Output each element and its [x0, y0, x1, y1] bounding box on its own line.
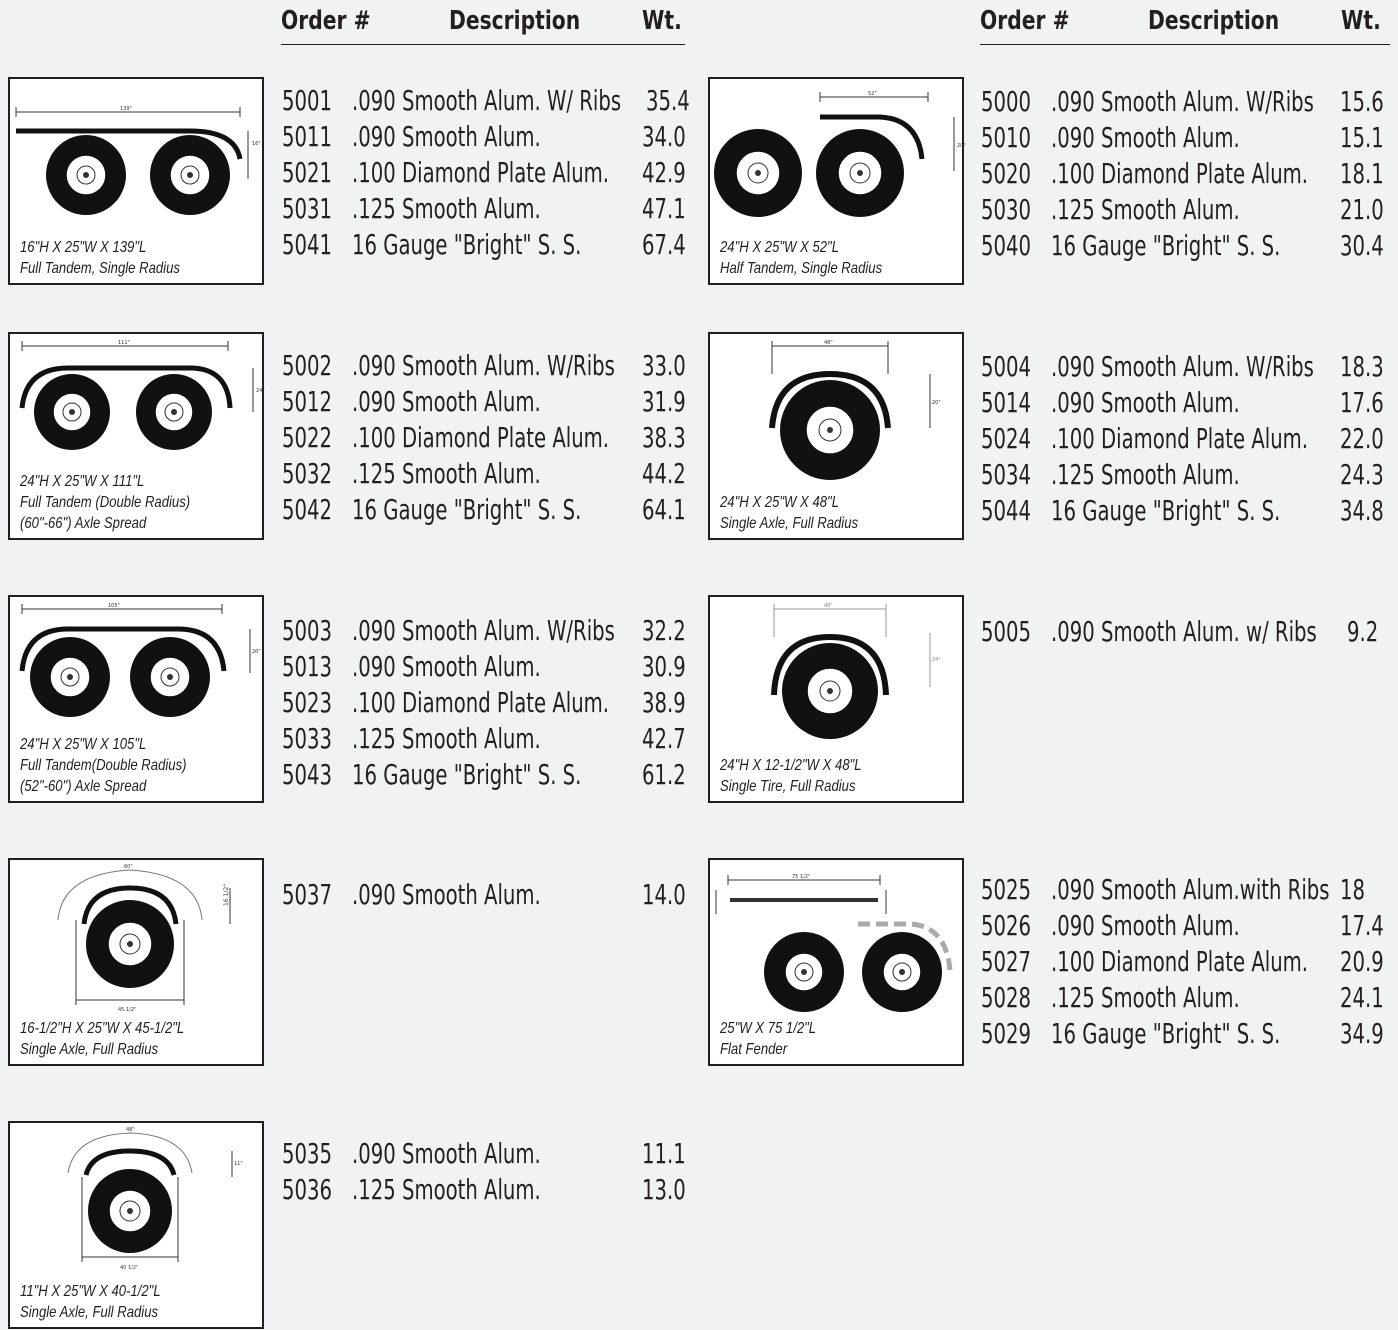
dimension-label: 111" [118, 340, 130, 346]
product-row [282, 685, 692, 721]
product-row [282, 721, 692, 757]
product-row [282, 649, 692, 685]
caption-line: Single Axle, Full Radius [20, 1304, 159, 1321]
product-description: 16 Gauge "Bright" S. S. [1051, 494, 1281, 527]
product-row [282, 492, 692, 528]
order-number: 5036 [282, 1173, 332, 1206]
product-weight: 67.4 [642, 228, 686, 261]
order-number: 5020 [981, 157, 1031, 190]
wheel-icon [764, 932, 844, 1012]
order-number: 5044 [981, 494, 1031, 527]
product-weight: 24.1 [1340, 981, 1384, 1014]
dimension-label: 16 1/2" [223, 884, 230, 906]
product-description: .090 Smooth Alum. W/Ribs [1051, 350, 1314, 383]
product-weight: 15.1 [1340, 121, 1384, 154]
dimension-label: 52" [868, 91, 877, 97]
product-description: .125 Smooth Alum. [352, 722, 541, 755]
order-number: 5026 [981, 909, 1031, 942]
product-weight: 24.3 [1340, 458, 1384, 491]
product-weight: 11.1 [642, 1137, 686, 1170]
wheel-icon [130, 637, 210, 717]
product-weight: 33.0 [642, 349, 686, 382]
caption-line: 24"H X 25"W X 52"L [720, 239, 839, 256]
order-number: 5025 [981, 873, 1031, 906]
product-row [282, 384, 692, 420]
dimension-label: 48" [824, 340, 833, 346]
product-row [981, 493, 1391, 529]
wheel-icon [150, 135, 230, 215]
fender-diagram-card [708, 77, 964, 285]
caption-line: 24"H X 25"W X 48"L [720, 494, 839, 511]
product-row [282, 757, 692, 793]
caption-line: 11"H X 25"W X 40-1/2"L [20, 1283, 161, 1300]
right-table-header [980, 2, 1390, 45]
product-description: .090 Smooth Alum. W/Ribs [352, 614, 615, 647]
order-number: 5040 [981, 229, 1031, 262]
caption-line: Single Tire, Full Radius [720, 778, 856, 795]
caption-line: 24"H X 25"W X 111"L [20, 473, 145, 490]
product-row [981, 120, 1391, 156]
fender-caption [20, 1281, 161, 1323]
product-description: .125 Smooth Alum. [1051, 981, 1240, 1014]
fender-caption [20, 471, 190, 534]
order-number: 5042 [282, 493, 332, 526]
caption-line: Full Tandem (Double Radius) [20, 494, 191, 511]
order-number: 5041 [282, 228, 332, 261]
order-number: 5021 [282, 156, 332, 189]
product-weight: 61.2 [642, 758, 686, 791]
product-description: 16 Gauge "Bright" S. S. [352, 493, 582, 526]
order-number: 5010 [981, 121, 1031, 154]
product-weight: 34.8 [1340, 494, 1384, 527]
product-row [981, 980, 1391, 1016]
order-number: 5027 [981, 945, 1031, 978]
product-weight: 34.9 [1340, 1017, 1384, 1050]
product-description: .125 Smooth Alum. [1051, 193, 1240, 226]
fender-caption [720, 492, 858, 534]
caption-line: 16"H X 25"W X 139"L [20, 239, 147, 256]
product-weight: 42.7 [642, 722, 686, 755]
order-number: 5031 [282, 192, 332, 225]
product-row [981, 908, 1391, 944]
caption-line: Single Axle, Full Radius [20, 1041, 159, 1058]
product-row [981, 872, 1391, 908]
order-number: 5004 [981, 350, 1031, 383]
fender-diagram-card [708, 332, 964, 540]
product-description: .090 Smooth Alum. w/ Ribs [1051, 615, 1317, 648]
wheel-icon [780, 380, 880, 480]
caption-line: Half Tandem, Single Radius [720, 260, 883, 277]
product-row [282, 227, 692, 263]
header-weight: Wt. [642, 6, 682, 36]
order-number: 5033 [282, 722, 332, 755]
product-weight: 21.0 [1340, 193, 1384, 226]
order-number: 5035 [282, 1137, 332, 1170]
product-description: .090 Smooth Alum. [352, 385, 541, 418]
caption-line: Full Tandem, Single Radius [20, 260, 180, 277]
product-weight: 47.1 [642, 192, 686, 225]
caption-line: 25"W X 75 1/2"L [720, 1020, 817, 1037]
product-row [981, 944, 1391, 980]
fender-caption [20, 237, 180, 279]
header-order: Order # [281, 6, 371, 36]
wheel-icon [714, 129, 802, 217]
product-description: 16 Gauge "Bright" S. S. [352, 228, 582, 261]
fender-diagram-card [8, 1121, 264, 1329]
product-description: .100 Diamond Plate Alum. [352, 156, 610, 189]
product-description: .090 Smooth Alum. [1051, 386, 1240, 419]
product-weight: 38.9 [642, 686, 686, 719]
dimension-label: 48" [824, 603, 833, 609]
product-weight: 17.4 [1340, 909, 1384, 942]
product-row [282, 83, 692, 119]
dimension-label: 20" [932, 400, 941, 406]
product-weight: 31.9 [642, 385, 686, 418]
order-number: 5012 [282, 385, 332, 418]
wheel-icon [86, 900, 174, 988]
caption-line: 24"H X 25"W X 105"L [20, 736, 147, 753]
product-weight: 18.3 [1340, 350, 1384, 383]
product-weight: 20.9 [1340, 945, 1384, 978]
order-number: 5003 [282, 614, 332, 647]
product-weight: 15.6 [1340, 85, 1384, 118]
product-row [282, 877, 692, 913]
order-number: 5002 [282, 349, 332, 382]
order-number: 5013 [282, 650, 332, 683]
product-weight: 64.1 [642, 493, 686, 526]
product-row [282, 348, 692, 384]
product-row [981, 385, 1391, 421]
dimension-label: 75 1/2" [792, 874, 811, 880]
product-row [981, 156, 1391, 192]
header-description: Description [1148, 6, 1280, 36]
order-number: 5024 [981, 422, 1031, 455]
fender-diagram-card [8, 77, 264, 285]
dimension-label: 16" [252, 141, 261, 147]
fender-caption [20, 734, 187, 797]
product-row [981, 192, 1391, 228]
order-number: 5011 [282, 120, 332, 153]
product-row [981, 614, 1391, 650]
fender-caption [720, 1018, 816, 1060]
product-weight: 17.6 [1340, 386, 1384, 419]
caption-line: 16-1/2"H X 25"W X 45-1/2"L [20, 1020, 185, 1037]
order-number: 5023 [282, 686, 332, 719]
product-row [282, 1136, 692, 1172]
product-description: .090 Smooth Alum. [1051, 909, 1240, 942]
order-number: 5000 [981, 85, 1031, 118]
product-row [981, 228, 1391, 264]
product-weight: 18 [1340, 873, 1365, 906]
product-description: .090 Smooth Alum. [352, 650, 541, 683]
product-weight: 18.1 [1340, 157, 1384, 190]
order-number: 5001 [282, 84, 332, 117]
product-row [981, 349, 1391, 385]
wheel-icon [136, 374, 212, 450]
product-description: .090 Smooth Alum. [352, 878, 541, 911]
fender-caption [720, 237, 882, 279]
product-description: .090 Smooth Alum. W/ Ribs [352, 84, 622, 117]
product-row [282, 119, 692, 155]
fender-caption [20, 1018, 184, 1060]
caption-line: Flat Fender [720, 1041, 788, 1058]
product-row [282, 420, 692, 456]
dimension-label: 24" [256, 388, 265, 394]
product-description: .125 Smooth Alum. [352, 457, 541, 490]
wheel-icon [46, 135, 126, 215]
header-description: Description [449, 6, 581, 36]
product-weight: 35.4 [646, 84, 690, 117]
order-number: 5034 [981, 458, 1031, 491]
dimension-label: 45 1/2" [118, 1007, 137, 1013]
product-row [282, 613, 692, 649]
product-weight: 13.0 [642, 1173, 686, 1206]
order-number: 5014 [981, 386, 1031, 419]
product-weight: 30.9 [642, 650, 686, 683]
product-weight: 34.0 [642, 120, 686, 153]
dimension-label: 11" [234, 1161, 243, 1167]
product-description: 16 Gauge "Bright" S. S. [1051, 229, 1281, 262]
product-row [282, 456, 692, 492]
order-number: 5029 [981, 1017, 1031, 1050]
left-table-header [281, 2, 685, 45]
product-weight: 32.2 [642, 614, 686, 647]
product-weight: 14.0 [642, 878, 686, 911]
wheel-icon [34, 374, 110, 450]
product-description: .125 Smooth Alum. [352, 192, 541, 225]
product-description: .100 Diamond Plate Alum. [1051, 422, 1309, 455]
dimension-label: 105" [108, 603, 120, 609]
product-description: 16 Gauge "Bright" S. S. [352, 758, 582, 791]
wheel-icon [862, 932, 942, 1012]
dimension-label: 20" [957, 143, 966, 149]
product-description: .090 Smooth Alum. [1051, 121, 1240, 154]
order-number: 5032 [282, 457, 332, 490]
product-description: .100 Diamond Plate Alum. [1051, 157, 1309, 190]
caption-line: (52"-60") Axle Spread [20, 778, 147, 795]
product-description: .100 Diamond Plate Alum. [352, 686, 610, 719]
caption-line: (60"-66") Axle Spread [20, 515, 147, 532]
order-number: 5028 [981, 981, 1031, 1014]
order-number: 5005 [981, 615, 1031, 648]
product-description: 16 Gauge "Bright" S. S. [1051, 1017, 1281, 1050]
wheel-icon [782, 643, 878, 739]
order-number: 5037 [282, 878, 332, 911]
product-weight: 9.2 [1347, 615, 1379, 648]
product-description: .125 Smooth Alum. [1051, 458, 1240, 491]
caption-line: Single Axle, Full Radius [720, 515, 859, 532]
product-weight: 38.3 [642, 421, 686, 454]
product-row [282, 1172, 692, 1208]
product-row [981, 1016, 1391, 1052]
dimension-label: 60" [124, 864, 133, 870]
order-number: 5022 [282, 421, 332, 454]
product-row [981, 457, 1391, 493]
product-description: .090 Smooth Alum. [352, 120, 541, 153]
wheel-icon [816, 129, 904, 217]
order-number: 5030 [981, 193, 1031, 226]
caption-line: 24"H X 12-1/2"W X 48"L [720, 757, 862, 774]
product-weight: 44.2 [642, 457, 686, 490]
dimension-label: 20" [252, 649, 261, 655]
product-description: .090 Smooth Alum. W/Ribs [1051, 85, 1314, 118]
fender-diagram-card [8, 858, 264, 1066]
product-row [282, 155, 692, 191]
dimension-label: 48" [126, 1127, 135, 1133]
product-description: .100 Diamond Plate Alum. [352, 421, 610, 454]
product-description: .090 Smooth Alum. [352, 1137, 541, 1170]
order-number: 5043 [282, 758, 332, 791]
product-weight: 42.9 [642, 156, 686, 189]
dimension-label: 40 1/2" [120, 1265, 139, 1271]
caption-line: Full Tandem(Double Radius) [20, 757, 187, 774]
fender-diagram-card [8, 332, 264, 540]
fender-caption [720, 755, 862, 797]
product-description: .090 Smooth Alum. W/Ribs [352, 349, 615, 382]
product-row [981, 421, 1391, 457]
fender-diagram-card [8, 595, 264, 803]
product-row [981, 84, 1391, 120]
fender-diagram-card [708, 858, 964, 1066]
product-description: .125 Smooth Alum. [352, 1173, 541, 1206]
product-description: .100 Diamond Plate Alum. [1051, 945, 1309, 978]
wheel-icon [88, 1169, 172, 1253]
wheel-icon [30, 637, 110, 717]
product-weight: 30.4 [1340, 229, 1384, 262]
product-row [282, 191, 692, 227]
dimension-label: 24" [932, 657, 941, 663]
product-description: .090 Smooth Alum.with Ribs [1051, 873, 1330, 906]
header-weight: Wt. [1341, 6, 1381, 36]
header-order: Order # [980, 6, 1070, 36]
product-weight: 22.0 [1340, 422, 1384, 455]
dimension-label: 139" [120, 106, 132, 112]
fender-diagram-card [708, 595, 964, 803]
